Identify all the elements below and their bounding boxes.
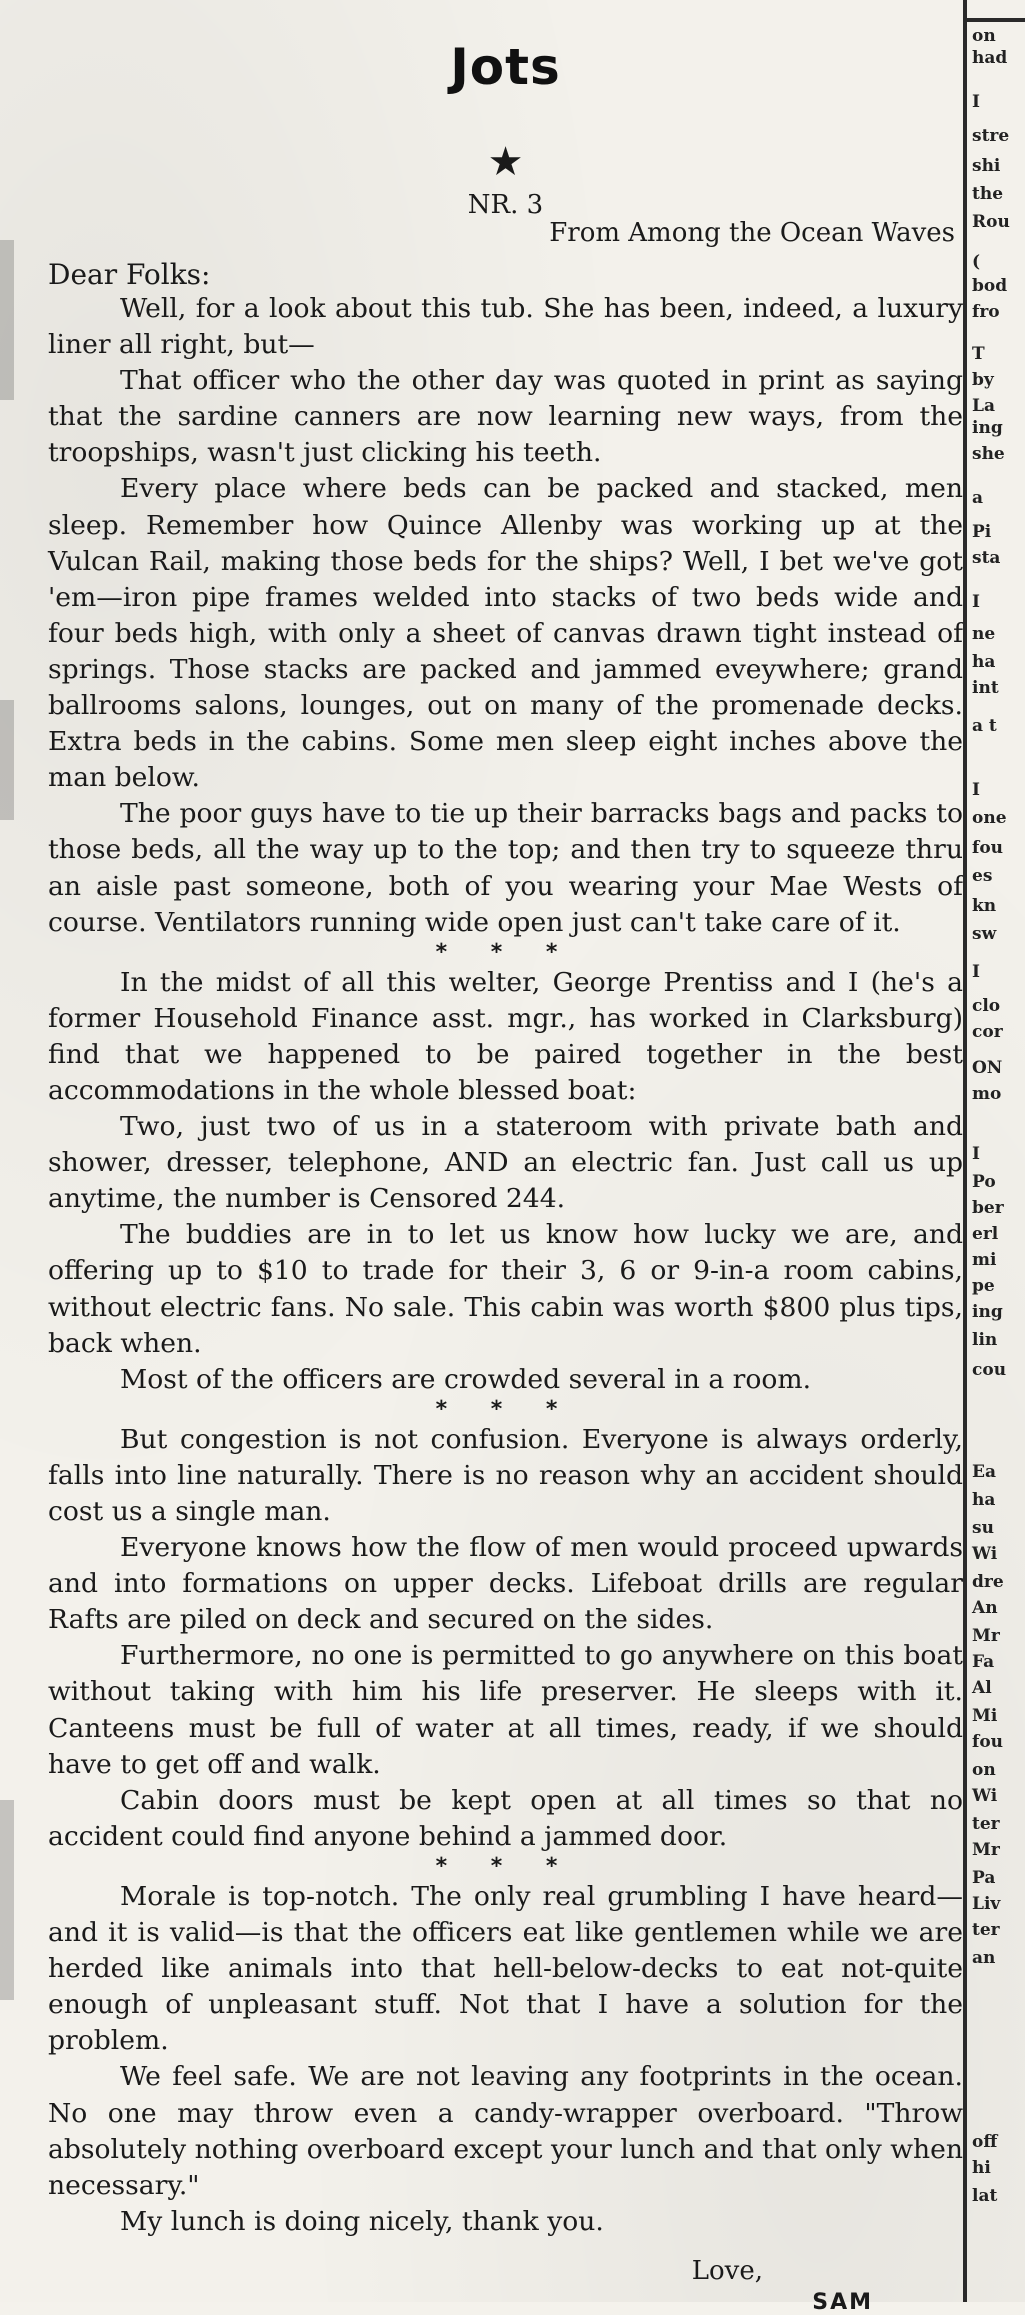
paragraph: Most of the officers are crowded several in a room.	[120, 1363, 812, 1395]
adjacent-column-fragment: Wi	[972, 1544, 998, 1564]
paragraph: The poor guys have to tie up their barracks bags and packs to those beds, all the way up to the top; and then try to squeeze thru an aisle past someone, both of you wearing your Mae Wests of course. Ventilators running wide open just can't take care of it.	[48, 798, 963, 938]
adjacent-column-fragment: sta	[972, 548, 1001, 568]
adjacent-column-fragment: on	[972, 1760, 996, 1780]
adjacent-column-fragment: Ea	[972, 1462, 996, 1482]
adjacent-column-fragment: an	[972, 1948, 996, 1968]
adjacent-column-fragment: mi	[972, 1250, 997, 1270]
adjacent-column-fragment: su	[972, 1518, 994, 1538]
adjacent-column-fragment: lin	[972, 1330, 998, 1350]
article-title: Jots	[450, 38, 561, 96]
adjacent-column-fragment: fou	[972, 838, 1004, 858]
adjacent-column-fragment: I	[972, 780, 980, 800]
section-separator: * * *	[435, 1853, 576, 1879]
paragraph: Furthermore, no one is permitted to go anywhere on this boat without taking with him his life preserver. He sleeps with it. Canteens must be full of water at all times, ready, if we should have to get off and walk.	[48, 1640, 963, 1780]
adjacent-column-fragment: stre	[972, 126, 1010, 146]
adjacent-column-fragment: I	[972, 92, 980, 112]
adjacent-column-fragment: fou	[972, 1732, 1004, 1752]
paragraph: But congestion is not confusion. Everyone is always orderly, falls into line naturally. There is no reason why an accident should cost us a single man.	[48, 1423, 963, 1527]
adjacent-column-fragment: ber	[972, 1198, 1004, 1218]
article-number: NR. 3	[467, 190, 544, 220]
adjacent-column-fragment: ON	[972, 1058, 1003, 1078]
adjacent-column-fragment: fro	[972, 302, 1000, 322]
adjacent-column-fragment: Wi	[972, 1786, 998, 1806]
adjacent-column-fragment: I	[972, 592, 980, 612]
adjacent-column-fragment: Mr	[972, 1840, 1000, 1860]
adjacent-column-fragment: Pa	[972, 1868, 996, 1888]
left-edge-smudge	[0, 700, 14, 820]
adjacent-column-fragment: lat	[972, 2186, 998, 2206]
adjacent-column-fragment: I	[972, 962, 980, 982]
adjacent-column-fragment: kn	[972, 896, 997, 916]
adjacent-column-fragment: dre	[972, 1572, 1004, 1592]
paragraph: In the midst of all this welter, George Prentiss and I (he's a former Household Finance asst. mgr., has worked in Clarksburg) find that we happened to be paired together in the best accommodations in the whole blessed boat:	[48, 966, 963, 1106]
adjacent-column-fragment: ing	[972, 1302, 1003, 1322]
adjacent-column-fragment: had	[972, 48, 1008, 68]
paragraph: Every place where beds can be packed and stacked, men sleep. Remember how Quince Allenby was working up at the Vulcan Rail, making those beds for the ships? Well, I bet we've got 'em—iron pipe frames welded into stacks of two beds wide and four beds high, with only a sheet of canvas drawn tight instead of springs. Those stacks are packed and jammed eveywhere; grand ballrooms salons, lounges, out on many of the promenade decks. Extra beds in the cabins. Some men sleep eight inches above the man below.	[48, 473, 963, 794]
adjacent-column-fragment: es	[972, 866, 993, 886]
adjacent-column-fragment: mo	[972, 1084, 1002, 1104]
paragraph: Cabin doors must be kept open at all times so that no accident could find anyone behind a jammed door.	[48, 1784, 963, 1852]
paragraph: Two, just two of us in a stateroom with private bath and shower, dresser, telephone, AND an electric fan. Just call us up anytime, the number is Censored 244.	[48, 1111, 963, 1215]
adjacent-column-fragment: bod	[972, 276, 1008, 296]
adjacent-column-fragment: I	[972, 1144, 980, 1164]
adjacent-column-fragment: ter	[972, 1920, 1000, 1940]
adjacent-column-fragment: cor	[972, 1022, 1003, 1042]
adjacent-column-fragment: La	[972, 396, 995, 416]
adjacent-column-fragment: erl	[972, 1224, 999, 1244]
paragraph: That officer who the other day was quoted in print as saying that the sardine canners are now learning new ways, from the troopships, wasn't just clicking his teeth.	[48, 365, 963, 469]
adjacent-column-fragment: one	[972, 808, 1007, 828]
section-separator: * * *	[435, 1396, 576, 1422]
section-separator: * * *	[435, 939, 576, 965]
adjacent-column-fragment: Pi	[972, 522, 992, 542]
adjacent-column-fragment: ne	[972, 624, 996, 644]
salutation: Dear Folks:	[48, 258, 211, 291]
adjacent-column-fragment: Mi	[972, 1706, 998, 1726]
adjacent-column-fragment: T	[972, 344, 985, 364]
adjacent-column-fragment: she	[972, 444, 1005, 464]
adjacent-column-fragment: Al	[972, 1678, 992, 1698]
paragraph: Morale is top-notch. The only real grumbling I have heard—and it is valid—is that the officers eat like gentlemen while we are herded like animals into that hell-below-decks to eat not-quite enough of unpleasant stuff. Not that I have a solution for the problem.	[48, 1880, 963, 2057]
adjacent-column-fragment: ing	[972, 418, 1003, 438]
paragraph: My lunch is doing nicely, thank you.	[120, 2205, 604, 2237]
adjacent-column-fragment: An	[972, 1598, 998, 1618]
closing: Love,	[691, 2255, 763, 2286]
paragraph: We feel safe. We are not leaving any footprints in the ocean. No one may throw even a candy-wrapper overboard. "Throw absolutely nothing overboard except your lunch and that only when necessary."	[48, 2061, 963, 2201]
adjacent-column-fragment: ha	[972, 1490, 996, 1510]
adjacent-column-fragment: a t	[972, 716, 997, 736]
signature: SAM	[812, 2289, 873, 2315]
adjacent-column-fragment: hi	[972, 2158, 991, 2178]
star-icon: ★	[487, 139, 524, 185]
adjacent-column-fragment: by	[972, 370, 994, 390]
adjacent-column	[970, 26, 1025, 2296]
adjacent-column-fragment: Po	[972, 1172, 996, 1192]
adjacent-column-fragment: off	[972, 2132, 998, 2152]
left-edge-smudge	[0, 240, 14, 400]
adjacent-column-fragment: int	[972, 678, 999, 698]
adjacent-column-fragment: Liv	[972, 1894, 1001, 1914]
article-column	[48, 30, 963, 2315]
paragraph: Well, for a look about this tub. She has been, indeed, a luxury liner all right, but—	[48, 293, 963, 361]
adjacent-column-fragment: the	[972, 184, 1004, 204]
dateline: From Among the Ocean Waves	[549, 218, 955, 248]
adjacent-column-fragment: Mr	[972, 1626, 1000, 1646]
adjacent-column-fragment: ha	[972, 652, 996, 672]
adjacent-column-fragment: Fa	[972, 1652, 995, 1672]
paragraph: The buddies are in to let us know how lucky we are, and offering up to $10 to trade for their 3, 6 or 9-in-a room cabins, without electric fans. No sale. This cabin was worth $800 plus tips, back when.	[48, 1219, 963, 1359]
adjacent-column-fragment: on	[972, 26, 996, 46]
adjacent-column-fragment: (	[972, 252, 981, 272]
paragraph: Everyone knows how the flow of men would proceed upwards and into formations on upper decks. Lifeboat drills are regular Rafts are piled on deck and secured on the sides.	[48, 1532, 963, 1636]
adjacent-column-fragment: a	[972, 488, 984, 508]
adjacent-column-fragment: ter	[972, 1814, 1000, 1834]
adjacent-column-fragment: cou	[972, 1360, 1007, 1380]
adjacent-column-fragment: Rou	[972, 212, 1010, 232]
column-rule	[963, 0, 967, 2302]
adjacent-column-fragment: shi	[972, 156, 1001, 176]
adjacent-column-fragment: pe	[972, 1276, 995, 1296]
left-edge-smudge	[0, 1800, 14, 2000]
adjacent-column-fragment: sw	[972, 924, 997, 944]
column-top-rule	[963, 18, 1025, 22]
adjacent-column-fragment: clo	[972, 996, 1001, 1016]
